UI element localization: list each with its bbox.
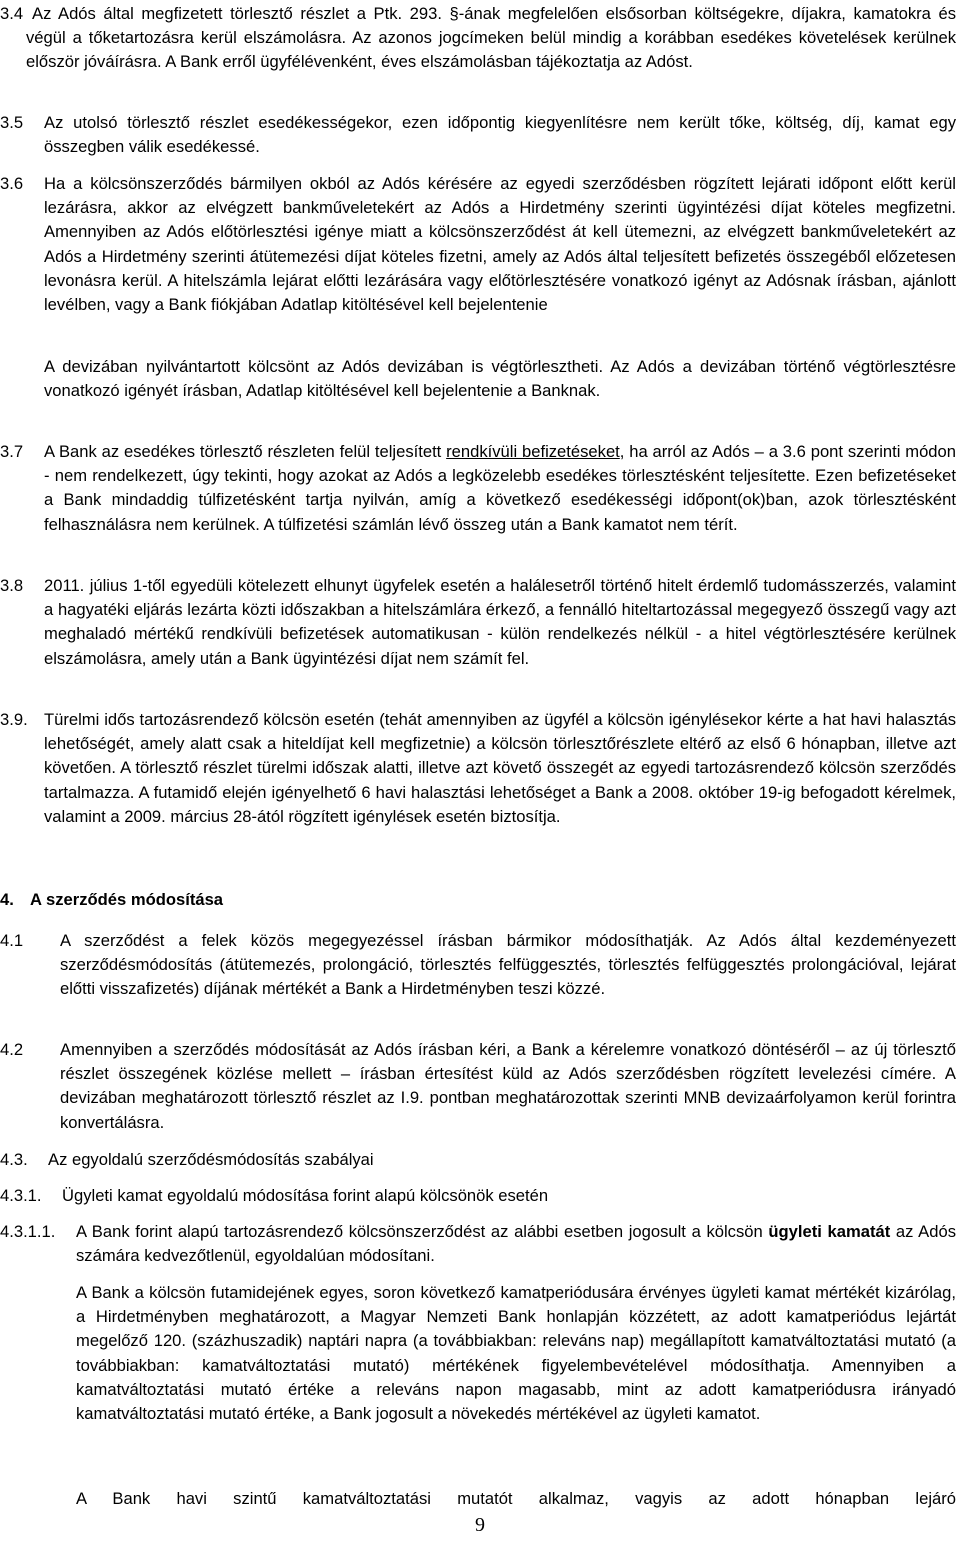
section-text: A devizában nyilvántartott kölcsönt az Adós devizában is végtörlesztheti. Az Adós a devizában történő végtörlesztésre vonatkozó igényét írásban, Adatlap kitöltésével kell bejelentenie a Banknak. [44,357,956,401]
section-number: 4.3.1.1. [0,1222,56,1241]
section-text: A szerződést a felek közös megegyezéssel írásban bármikor módosíthatják. Az Adós által kezdeményezett szerződésmódosítás (átütemezés, prolongáció, törlesztés felfüggesztés, törlesztés felfüggesztés prolongációval, lejárat előtti visszafizetés) díjának mértékét a Bank a Hirdetményben teszi közzé. [60,931,956,999]
section-text: A Bank havi szintű kamatváltoztatási mutatót alkalmaz, vagyis az adott hónapban lejáró [76,1489,956,1508]
bold-term: ügyleti kamatát [768,1222,891,1241]
section-text: Az utolsó törlesztő részlet esedékességekor, ezen időpontig kiegyenlítésre nem került tőke, költség, díj, kamat egy összegben válik esedékessé. [44,113,956,157]
section-text-continued: az Adós számára kedvezőtlenül, egyoldalúan módosítani. [76,1222,956,1266]
section-4-3-1 [0,1184,956,1208]
section-number: 3.4 [0,4,24,23]
section-text: Az egyoldalú szerződésmódosítás szabályai [48,1150,374,1169]
section-4-3-1-1-paragraph-2 [0,1281,956,1426]
section-number: 3.5 [0,113,24,132]
section-3-6 [0,172,956,317]
section-number: 4.1 [0,931,24,950]
section-text: 2011. július 1-től egyedüli kötelezett elhunyt ügyfelek esetén a halálesetről történő hitelt érdemlő tudomásszerzés, valamint a hagyatéki eljárás lezárta közti időszakban a hitelszámlára érkező, a fennálló hiteltartozással megegyező összegű vagy azt meghaladó mértékű rendkívüli befizetések automatikusan - külön rendelkezés nélkül - a hitel végtörlesztésére kerülnek elszámolásra, amely után a Bank ügyintézési díjat nem számít fel. [44,576,956,668]
section-number: 4.3.1. [0,1186,42,1205]
section-text: Az Adós által megfizetett törlesztő részlet a Ptk. 293. §-ának megfelelően elsősorban költségekre, díjakra, kamatokra és végül a tőketartozásra kerül elszámolásra. Az azonos jogcímeken belül mindig a korábban esedékes követelések kerülnek először jóváírásra. A Bank erről ügyfélévenként, éves elszámolásban tájékoztatja az Adóst. [26,4,956,72]
section-text: A Bank az esedékes törlesztő részleten felül teljesített [44,442,447,461]
section-text: A Bank forint alapú tartozásrendező kölcsönszerződést az alábbi esetben jogosult a kölcsön [76,1222,769,1241]
section-number: 3.7 [0,442,24,461]
section-text: A Bank a kölcsön futamidejének egyes, soron következő kamatperiódusára érvényes ügyleti kamat mértékét kizárólag, a Hirdetményben meghatározott, a Magyar Nemzeti Bank honlapján közzétett, az adott kamatperiódus lejártát megelőző 120. (százhuszadik) naptári napra (a továbbiakban: releváns nap) megállapított kamatváltoztatási mutató (a továbbiakban: kamatváltoztatási mutató) mértékének figyelembevételével módosíthatja. Amennyiben a kamatváltoztatási mutató értéke a releváns napon magasabb, mint az adott kamatperiódusra irányadó kamatváltoztatási mutató értéke, a Bank jogosult a növekedés mértékével az ügyleti kamatot. [76,1283,956,1424]
section-number: 3.8 [0,576,24,595]
heading-number: 4. [0,890,14,909]
section-text-continued: , ha arról az Adós – a 3.6 pont szerinti módon - nem rendelkezett, úgy tekinti, hogy azokat az Adós a legközelebb esedékes törlesztésként teljesítette. Ezen befizetéseket a Bank mindaddig túlfizetésként tartja nyilván, amíg a következő esedékességi időpont(ok)ban, azok törlesztésként felhasználásra nem kerülnek. A túlfizetési számlán lévő összeg után a Bank kamatot nem térít. [44,442,956,534]
section-3-7 [0,440,956,537]
section-3-9 [0,708,956,829]
section-number: 3.9. [0,710,28,729]
section-3-6-paragraph-2 [0,355,956,403]
heading-4 [0,888,956,912]
section-number: 3.6 [0,174,24,193]
section-3-8 [0,574,956,671]
section-4-1 [0,929,956,1002]
section-number: 4.2 [0,1040,24,1059]
section-4-3-1-1-paragraph-3 [0,1487,956,1511]
section-3-4 [0,2,956,75]
section-3-5 [0,111,956,159]
section-text: Ha a kölcsönszerződés bármilyen okból az Adós kérésére az egyedi szerződésben rögzített lejárati időpont előtt kerül lezárásra, akkor az elvégzett bankműveletekért az Adós a Hirdetmény szerinti ügyintézési díjat köteles megfizetni. Amennyiben az Adós előtörlesztési igénye miatt a kölcsönszerződést át kell ütemezni, az elvégzett bankműveletekért az Adós a Hirdetmény szerinti átütemezési díjat köteles fizetni, amely az Adós által teljesített befizetés összegéből előzetesen levonásra kerül. A hitelszámla lejárat előtti lezárására vagy előtörlesztésére vonatkozó igényt az Adósnak írásban, ajánlott levélben, vagy a Bank fiókjában Adatlap kitöltésével kell bejelentenie [44,174,956,315]
underlined-term: rendkívüli befizetéseket [446,442,620,461]
page-number: 9 [475,1514,485,1536]
section-4-2 [0,1038,956,1135]
section-4-3 [0,1148,956,1172]
section-number: 4.3. [0,1150,28,1169]
section-4-3-1-1 [0,1220,956,1268]
section-text: Ügyleti kamat egyoldalú módosítása forint alapú kölcsönök esetén [62,1186,549,1205]
section-text: Türelmi idős tartozásrendező kölcsön esetén (tehát amennyiben az ügyfél a kölcsön igénylésekor kérte a hat havi halasztás lehetőségét, amely alatt csak a hiteldíjat kell megfizetnie) a kölcsön törlesztőrészlete eltérő az első 6 hónapban, illetve azt követően. A törlesztő részlet türelmi időszak alatti, illetve azt követő összegét az egyedi tartozásrendező kölcsön szerződés tartalmazza. A futamidő elején igényelhető 6 havi halasztási lehetőséget a Bank a 2008. október 19-ig befogadott kérelmek, valamint a 2009. március 28-ától rögzített igénylések esetén biztosítja. [44,710,956,826]
section-text: Amennyiben a szerződés módosítását az Adós írásban kéri, a Bank a kérelemre vonatkozó döntéséről – az új törlesztő részlet összegének közlése mellett – írásban értesítést küld az Adós szerződésben rögzített levelezési címére. A devizában meghatározott törlesztő részlet az I.9. pontban meghatározottak szerinti MNB devizaárfolyamon kerül forintra konvertálásra. [60,1040,956,1132]
heading-title: A szerződés módosítása [30,890,224,909]
